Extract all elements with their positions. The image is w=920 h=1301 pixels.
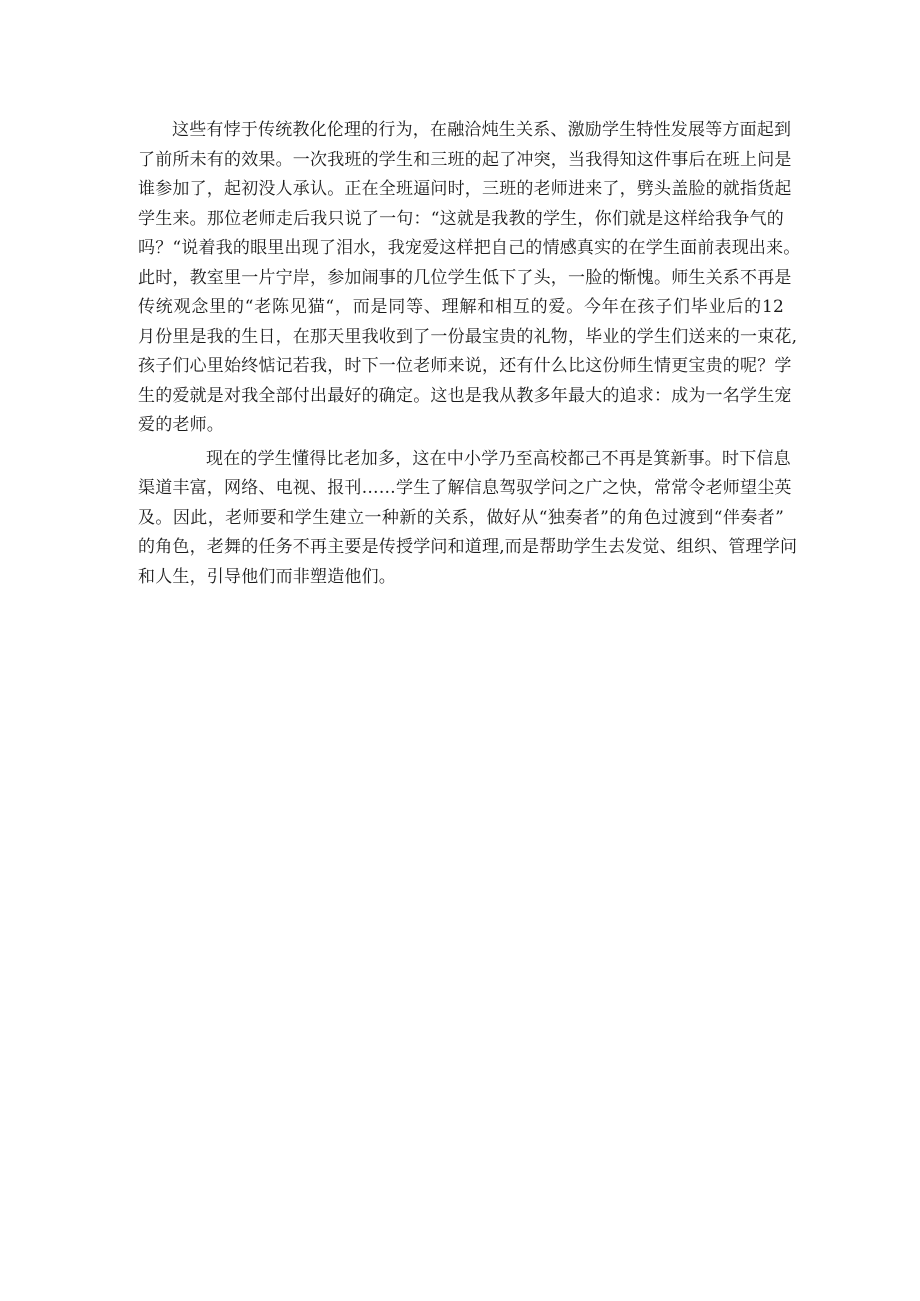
paragraph-line: 生的爱就是对我全部付出最好的确定。这也是我从教多年最大的追求：成为一名学生宠 — [138, 385, 792, 406]
paragraph-line: 学生来。那位老师走后我只说了一句：“这就是我教的学生，你们就是这样给我争气的 — [138, 208, 784, 229]
paragraph-line: 渠道丰富，网络、电视、报刊……学生了解信息驾驭学问之广之快，常常令老师望尘英 — [138, 478, 792, 498]
paragraph-line: 现在的学生懂得比老加多，这在中小学乃至高校都己不再是箕新事。时下信息 — [206, 448, 791, 469]
paragraph-line: 这些有悖于传统教化伦理的行为，在融洽炖生关系、激励学生特性发展等方面起到 — [172, 120, 792, 140]
paragraph-line: 的角色，老舞的任务不再主要是传授学问和道理,而是帮助学生去发觉、组织、管理学问 — [138, 537, 798, 557]
paragraph-line: 了前所未有的效果。一次我班的学生和三班的起了冲突，当我得知这件事后在班上问是 — [138, 149, 792, 170]
paragraph-1 — [138, 116, 801, 441]
paragraph-line: 传统观念里的“老陈见猫“，而是同等、理解和相互的爱。今年在孩子们毕业后的12 — [138, 297, 784, 317]
paragraph-line: 及。因此，老师要和学生建立一种新的关系，做好从“独奏者”的角色过渡到“伴奏者” — [138, 507, 784, 528]
paragraph-line: 和人生，引导他们而非塑造他们。 — [138, 566, 396, 587]
paragraph-line: 爱的老师。 — [138, 415, 224, 435]
paragraph-line: 孩子们心里始终惦记若我，时下一位老师来说，还有什么比这份师生情更宝贵的呢？学 — [138, 356, 792, 376]
paragraph-2 — [138, 445, 798, 593]
document-body — [138, 116, 801, 592]
paragraph-line: 此时，教室里一片宁岸，参加闹事的几位学生低下了头，一脸的惭愧。师生关系不再是 — [138, 267, 792, 288]
paragraph-line: 月份里是我的生日，在那天里我收到了一份最宝贵的礼物，毕业的学生们送来的一束花, — [138, 326, 798, 347]
paragraph-line: 谁参加了，起初没人承认。正在全班逼问时，三班的老师进来了，劈头盖脸的就指货起 — [138, 179, 792, 199]
paragraph-line: 吗？“说着我的眼里出现了泪水，我宠爱这样把自己的情感真实的在学生面前表现出来。 — [138, 238, 801, 258]
